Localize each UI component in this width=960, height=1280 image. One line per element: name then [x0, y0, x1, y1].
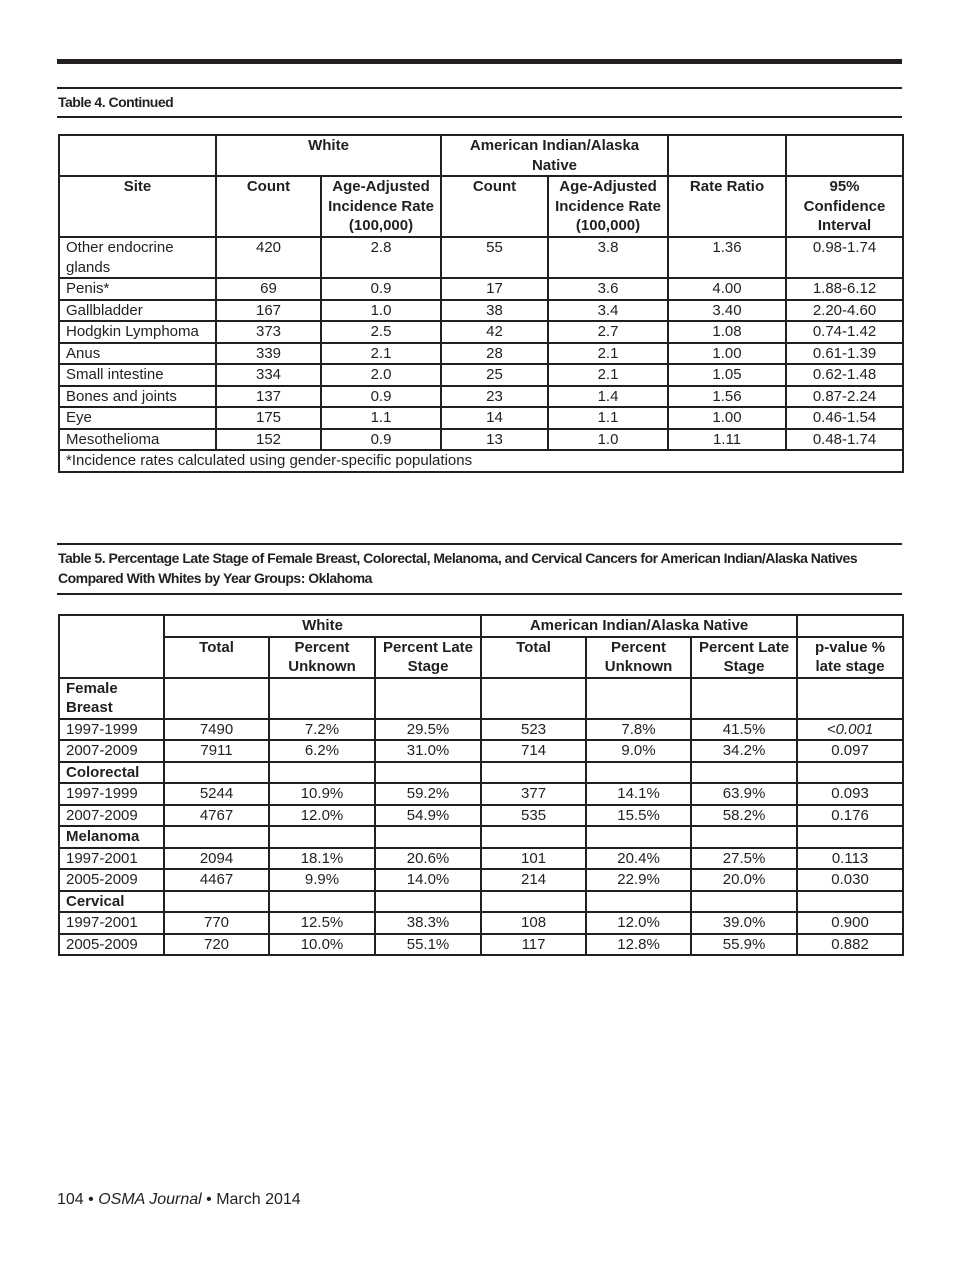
table4-white-count: 339	[216, 343, 321, 365]
table4-caption-rule	[57, 116, 902, 118]
table4-ci: 0.74-1.42	[786, 321, 903, 343]
table5-aian-total: 523	[481, 719, 586, 741]
table4-rate-ratio: 1.05	[668, 364, 786, 386]
table-row	[59, 364, 903, 386]
empty-cell	[691, 762, 797, 784]
table5-col-white-late: Percent Late Stage	[375, 637, 481, 678]
table4-aian-count: 25	[441, 364, 548, 386]
table5-white-total: 7490	[164, 719, 269, 741]
footer-separator: •	[206, 1191, 212, 1208]
table4-group-header-row	[59, 135, 903, 176]
table5-white-total: 4467	[164, 869, 269, 891]
table4-aian-rate: 3.6	[548, 278, 668, 300]
table4-col-white-count: Count	[216, 176, 321, 237]
table5-pvalue: 0.097	[797, 740, 903, 762]
empty-cell	[164, 762, 269, 784]
table4-rate-ratio: 1.00	[668, 343, 786, 365]
table5-white-unknown: 6.2%	[269, 740, 375, 762]
page-footer	[57, 1189, 301, 1211]
empty-cell	[375, 678, 481, 719]
empty-cell	[691, 678, 797, 719]
table5-group-aian: American Indian/Alaska Native	[481, 615, 797, 637]
table5-caption: Table 5. Percentage Late Stage of Female Breast, Colorectal, Melanoma, and Cervical Cancers for American Indian/Alaska Natives Compared With Whites by Year Groups: Oklahoma	[58, 550, 858, 586]
table5-aian-unknown: 7.8%	[586, 719, 691, 741]
table4-white-rate: 2.1	[321, 343, 441, 365]
table4-aian-rate: 2.7	[548, 321, 668, 343]
table-row	[59, 783, 903, 805]
table4-white-rate: 2.5	[321, 321, 441, 343]
table5-aian-late: 55.9%	[691, 934, 797, 956]
table5-aian-late: 20.0%	[691, 869, 797, 891]
table5-aian-late: 58.2%	[691, 805, 797, 827]
table5-white-late: 14.0%	[375, 869, 481, 891]
empty-cell	[797, 762, 903, 784]
table4-ci: 2.20-4.60	[786, 300, 903, 322]
table-row	[59, 321, 903, 343]
table-row	[59, 429, 903, 451]
table-row	[59, 719, 903, 741]
table5-group-white: White	[164, 615, 481, 637]
empty-cell	[164, 678, 269, 719]
table4-group-white: White	[216, 135, 441, 176]
table5-years: 2007-2009	[59, 805, 164, 827]
empty-cell	[691, 826, 797, 848]
table5-section-label: Melanoma	[59, 826, 164, 848]
table4-aian-rate: 2.1	[548, 343, 668, 365]
table4-site: Hodgkin Lymphoma	[59, 321, 216, 343]
table5-white-total: 5244	[164, 783, 269, 805]
table5-years: 1997-1999	[59, 719, 164, 741]
table5-aian-unknown: 12.8%	[586, 934, 691, 956]
empty-cell	[269, 762, 375, 784]
table4-white-rate: 0.9	[321, 278, 441, 300]
table4-white-rate: 2.0	[321, 364, 441, 386]
table5-pvalue: 0.900	[797, 912, 903, 934]
table5	[58, 614, 904, 956]
table5-white-late: 20.6%	[375, 848, 481, 870]
table5-aian-unknown: 9.0%	[586, 740, 691, 762]
table5-aian-late: 41.5%	[691, 719, 797, 741]
table5-section-label: Female Breast	[59, 678, 164, 719]
table-row	[59, 740, 903, 762]
table5-aian-unknown: 12.0%	[586, 912, 691, 934]
table4-rate-ratio: 1.36	[668, 237, 786, 278]
empty-cell	[269, 678, 375, 719]
table4-white-count: 175	[216, 407, 321, 429]
table5-white-unknown: 7.2%	[269, 719, 375, 741]
table-row	[59, 848, 903, 870]
empty-cell	[797, 678, 903, 719]
table5-years: 2005-2009	[59, 869, 164, 891]
table-row	[59, 343, 903, 365]
table4-col-aian-rate: Age-Adjusted Incidence Rate (100,000)	[548, 176, 668, 237]
table5-white-unknown: 12.5%	[269, 912, 375, 934]
table5-years: 1997-2001	[59, 848, 164, 870]
table4-white-rate: 2.8	[321, 237, 441, 278]
table5-pvalue: <0.001	[797, 719, 903, 741]
table4-white-count: 152	[216, 429, 321, 451]
table5-white-unknown: 9.9%	[269, 869, 375, 891]
table5-aian-late: 39.0%	[691, 912, 797, 934]
table4-col-site: Site	[59, 176, 216, 237]
table4-aian-count: 42	[441, 321, 548, 343]
table4-column-header-row	[59, 176, 903, 237]
table4-site: Small intestine	[59, 364, 216, 386]
table-row	[59, 237, 903, 278]
table4-rate-ratio: 3.40	[668, 300, 786, 322]
table4-aian-rate: 2.1	[548, 364, 668, 386]
table5-col-white-unknown: Percent Unknown	[269, 637, 375, 678]
table4-white-count: 420	[216, 237, 321, 278]
table5-section-row	[59, 891, 903, 913]
table-row	[59, 407, 903, 429]
table5-section-label: Colorectal	[59, 762, 164, 784]
table4-site: Gallbladder	[59, 300, 216, 322]
table4-white-count: 69	[216, 278, 321, 300]
table4-site: Penis*	[59, 278, 216, 300]
table4-aian-count: 28	[441, 343, 548, 365]
table-row	[59, 386, 903, 408]
table5-pvalue: 0.113	[797, 848, 903, 870]
table4-col-white-rate: Age-Adjusted Incidence Rate (100,000)	[321, 176, 441, 237]
table4-group-empty-2	[786, 135, 903, 176]
table4-white-count: 373	[216, 321, 321, 343]
table4-ci: 0.87-2.24	[786, 386, 903, 408]
table4-rate-ratio: 4.00	[668, 278, 786, 300]
table5-white-unknown: 18.1%	[269, 848, 375, 870]
table4-ci: 0.46-1.54	[786, 407, 903, 429]
table5-group-header-row	[59, 615, 903, 637]
table4-footnote: *Incidence rates calculated using gender-specific populations	[59, 450, 903, 472]
table4-aian-rate: 1.1	[548, 407, 668, 429]
table5-years: 2007-2009	[59, 740, 164, 762]
empty-cell	[586, 826, 691, 848]
table4-site: Mesothelioma	[59, 429, 216, 451]
table4-white-count: 167	[216, 300, 321, 322]
table5-white-total: 2094	[164, 848, 269, 870]
table4-site: Anus	[59, 343, 216, 365]
table5-white-unknown: 10.9%	[269, 783, 375, 805]
table5-white-total: 4767	[164, 805, 269, 827]
top-heavy-rule	[57, 59, 902, 64]
empty-cell	[691, 891, 797, 913]
empty-cell	[164, 891, 269, 913]
table4-aian-count: 17	[441, 278, 548, 300]
table-row	[59, 934, 903, 956]
table4-rate-ratio: 1.08	[668, 321, 786, 343]
table4-white-rate: 0.9	[321, 429, 441, 451]
table4-ci: 0.62-1.48	[786, 364, 903, 386]
table5-years: 1997-1999	[59, 783, 164, 805]
table5-aian-total: 117	[481, 934, 586, 956]
table4-white-rate: 0.9	[321, 386, 441, 408]
table5-aian-total: 535	[481, 805, 586, 827]
table4-group-empty-1	[668, 135, 786, 176]
empty-cell	[481, 891, 586, 913]
empty-cell	[375, 762, 481, 784]
table5-pvalue: 0.093	[797, 783, 903, 805]
table5-section-row	[59, 678, 903, 719]
table5-col-white-total: Total	[164, 637, 269, 678]
table4-aian-rate: 1.0	[548, 429, 668, 451]
table5-white-late: 38.3%	[375, 912, 481, 934]
table5-white-late: 54.9%	[375, 805, 481, 827]
table5-corner-cell	[59, 615, 164, 637]
table4-rate-ratio: 1.11	[668, 429, 786, 451]
table4-ci: 0.48-1.74	[786, 429, 903, 451]
table5-header-blank	[59, 637, 164, 678]
table4-col-ci: 95% Confidence Interval	[786, 176, 903, 237]
table-row	[59, 912, 903, 934]
table5-aian-late: 63.9%	[691, 783, 797, 805]
table5-years: 1997-2001	[59, 912, 164, 934]
page-number: 104	[57, 1191, 84, 1208]
table4-aian-count: 13	[441, 429, 548, 451]
table5-white-total: 720	[164, 934, 269, 956]
table-row	[59, 278, 903, 300]
table4-aian-rate: 3.4	[548, 300, 668, 322]
table5-column-header-row	[59, 637, 903, 678]
table5-pvalue: 0.882	[797, 934, 903, 956]
table5-col-aian-unknown: Percent Unknown	[586, 637, 691, 678]
table4-white-count: 334	[216, 364, 321, 386]
table5-section-row	[59, 826, 903, 848]
table4-col-rate-ratio: Rate Ratio	[668, 176, 786, 237]
table5-years: 2005-2009	[59, 934, 164, 956]
table5-white-unknown: 10.0%	[269, 934, 375, 956]
empty-cell	[797, 891, 903, 913]
table5-aian-late: 34.2%	[691, 740, 797, 762]
table5-white-unknown: 12.0%	[269, 805, 375, 827]
top-thin-rule	[57, 87, 902, 89]
table5-pvalue: 0.176	[797, 805, 903, 827]
journal-name: OSMA Journal	[98, 1191, 202, 1208]
empty-cell	[164, 826, 269, 848]
table5-aian-late: 27.5%	[691, 848, 797, 870]
empty-cell	[481, 826, 586, 848]
table5-white-late: 55.1%	[375, 934, 481, 956]
table4-footnote-row	[59, 450, 903, 472]
empty-cell	[481, 762, 586, 784]
table4-group-aian: American Indian/Alaska Native	[441, 135, 668, 176]
empty-cell	[481, 678, 586, 719]
table4	[58, 134, 904, 473]
table5-col-pvalue: p-value % late stage	[797, 637, 903, 678]
table4-white-count: 137	[216, 386, 321, 408]
table5-aian-unknown: 20.4%	[586, 848, 691, 870]
empty-cell	[269, 891, 375, 913]
empty-cell	[586, 678, 691, 719]
table4-aian-rate: 1.4	[548, 386, 668, 408]
table5-aian-total: 214	[481, 869, 586, 891]
table5-aian-unknown: 15.5%	[586, 805, 691, 827]
table4-rate-ratio: 1.56	[668, 386, 786, 408]
footer-separator: •	[88, 1191, 94, 1208]
table5-white-total: 7911	[164, 740, 269, 762]
table5-white-late: 59.2%	[375, 783, 481, 805]
table5-white-late: 31.0%	[375, 740, 481, 762]
table-row	[59, 805, 903, 827]
table5-aian-unknown: 14.1%	[586, 783, 691, 805]
table4-site: Eye	[59, 407, 216, 429]
table5-section-label: Cervical	[59, 891, 164, 913]
table5-white-late: 29.5%	[375, 719, 481, 741]
table5-aian-total: 377	[481, 783, 586, 805]
table4-aian-count: 23	[441, 386, 548, 408]
table4-site: Bones and joints	[59, 386, 216, 408]
table4-aian-count: 14	[441, 407, 548, 429]
empty-cell	[586, 762, 691, 784]
table-row	[59, 300, 903, 322]
table4-white-rate: 1.1	[321, 407, 441, 429]
table4-col-aian-count: Count	[441, 176, 548, 237]
table4-aian-count: 55	[441, 237, 548, 278]
empty-cell	[375, 891, 481, 913]
table5-col-aian-late: Percent Late Stage	[691, 637, 797, 678]
table5-pvalue: 0.030	[797, 869, 903, 891]
empty-cell	[797, 826, 903, 848]
empty-cell	[269, 826, 375, 848]
table5-aian-total: 101	[481, 848, 586, 870]
table-row	[59, 869, 903, 891]
table4-rate-ratio: 1.00	[668, 407, 786, 429]
table5-aian-total: 714	[481, 740, 586, 762]
table4-ci: 1.88-6.12	[786, 278, 903, 300]
table4-aian-rate: 3.8	[548, 237, 668, 278]
table5-group-empty	[797, 615, 903, 637]
table5-caption-rule	[57, 593, 902, 595]
table5-section-row	[59, 762, 903, 784]
table4-ci: 0.98-1.74	[786, 237, 903, 278]
table4-white-rate: 1.0	[321, 300, 441, 322]
table4-site: Other endocrine glands	[59, 237, 216, 278]
table4-corner-cell	[59, 135, 216, 176]
table5-white-total: 770	[164, 912, 269, 934]
table4-caption: Table 4. Continued	[58, 94, 174, 110]
table5-aian-total: 108	[481, 912, 586, 934]
table5-col-aian-total: Total	[481, 637, 586, 678]
table5-aian-unknown: 22.9%	[586, 869, 691, 891]
table5-top-rule	[57, 543, 902, 545]
empty-cell	[375, 826, 481, 848]
empty-cell	[586, 891, 691, 913]
issue-date: March 2014	[216, 1191, 301, 1208]
table4-aian-count: 38	[441, 300, 548, 322]
table4-ci: 0.61-1.39	[786, 343, 903, 365]
